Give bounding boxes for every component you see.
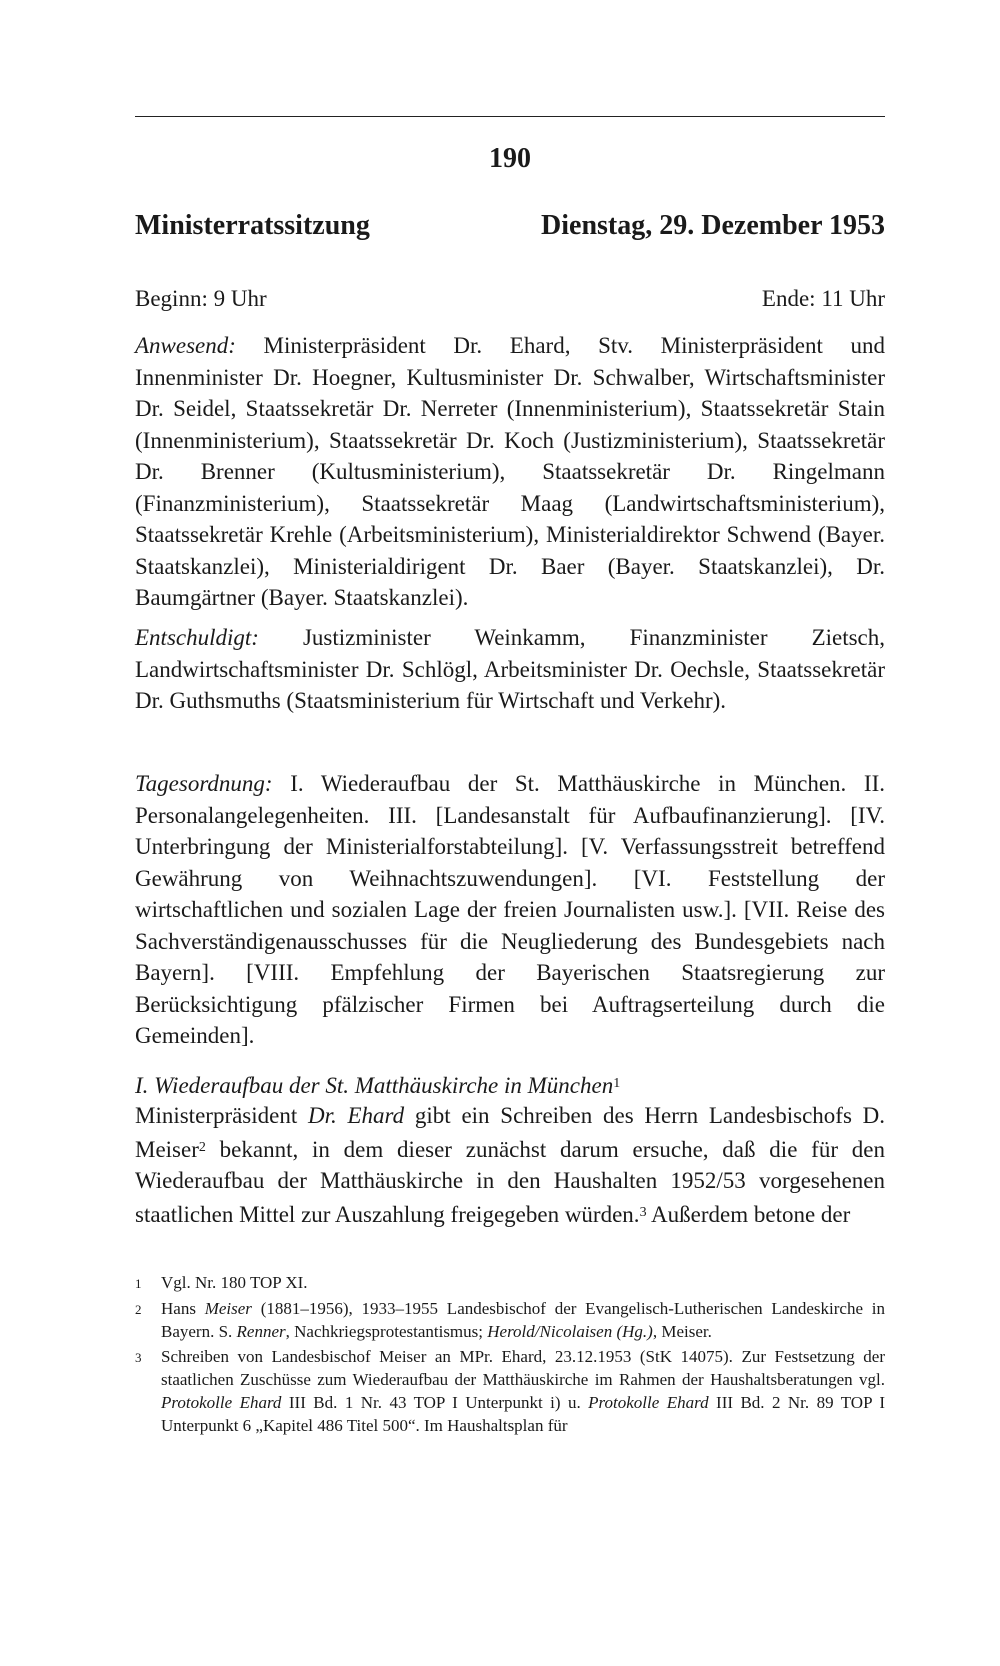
end-time: Ende: 11 Uhr	[761, 286, 885, 311]
footnote-text: Vgl. Nr. 180 TOP XI.	[161, 1273, 308, 1292]
footnote	[135, 1271, 885, 1295]
excused-text: Justizminister Weinkamm, Finanzminister Zietsch, Landwirtschaftsminister Dr. Schlögl, Arbeitsminister Dr. Oechsle, Staatssekretär Dr. Guthsmuths (Staatsministerium für Wirtschaft und Verkehr).	[135, 625, 886, 713]
attendance-excused	[135, 622, 885, 717]
footnote-text-part: Hans	[161, 1299, 205, 1318]
footnote-text-italic: Protokolle Ehard	[161, 1393, 282, 1412]
page-number: 190	[489, 143, 531, 174]
excused-label: Entschuldigt:	[135, 625, 259, 650]
footnote	[135, 1297, 885, 1343]
person-name: Dr. Ehard	[308, 1103, 405, 1128]
footnote-number: 1	[135, 1276, 142, 1291]
agenda-label: Tagesordnung:	[135, 771, 273, 796]
session-date: Dienstag, 29. Dezember 1953	[541, 210, 885, 241]
paragraph-text: Außerdem betone der	[646, 1201, 851, 1227]
section-title: I. Wiederaufbau der St. Matthäuskirche in München	[135, 1073, 614, 1098]
paragraph-text: Ministerpräsident	[135, 1103, 308, 1128]
footnote-ref: 3	[639, 1204, 647, 1220]
footnote-ref: 1	[613, 1076, 621, 1091]
present-text: Ministerpräsident Dr. Ehard, Stv. Ministerpräsident und Innenminister Dr. Hoegner, Kultusminister Dr. Schwalber, Wirtschaftsminister Dr. Seidel, Staatssekretär Dr. Nerreter (Innenministerium), Staatssekretär Stain (Innenministerium), Staatssekretär Dr. Koch (Justizministerium), Staatssekretär Dr. Brenner (Kultusministerium), Staatssekretär Dr. Ringelmann (Finanzministerium), Staatssekretär Maag (Landwirtschaftsministerium), Staatssekretär Krehle (Arbeitsministerium), Ministerialdirektor Schwend (Bayer. Staatskanzlei), Ministerialdirigent Dr. Baer (Bayer. Staatskanzlei), Dr. Baumgärtner (Bayer. Staatskanzlei).	[135, 333, 885, 610]
begin-time: Beginn: 9 Uhr	[135, 286, 267, 311]
session-times	[135, 286, 885, 312]
footnote-text	[161, 1345, 885, 1437]
footnote-text	[161, 1297, 885, 1343]
agenda-text: I. Wiederaufbau der St. Matthäuskirche in München. II. Personalangelegenheiten. III. [Landesanstalt für Aufbaufinanzierung]. [IV. Unterbringung der Ministerialforstabteilung]. [V. Verfassungsstreit betreffend Gewährung von Weihnachtszuwendungen]. [VI. Feststellung der wirtschaftlichen und sozialen Lage der freien Journalisten usw.]. [VII. Reise des Sachverständigenausschusses für die Neugliederung des Bundesgebiets nach Bayern]. [VIII. Empfehlung der Bayerischen Staatsregierung zur Berücksichtigung pfälzischer Firmen bei Auftragserteilung durch die Gemeinden].	[135, 771, 885, 1048]
footnote-text-italic: Herold/Nicolaisen (Hg.)	[487, 1322, 653, 1341]
footnote	[135, 1345, 885, 1437]
footnote-text-italic: Renner	[236, 1322, 286, 1341]
footnote-text-part: III Bd. 1 Nr. 43 TOP I Unterpunkt i) u.	[281, 1393, 589, 1412]
paragraph-text: bekannt, in dem dieser zunächst darum ersuche, daß die für den Wiederaufbau der Matthäuskirche in den Haushalten 1952/53 vorgesehenen staatlichen Mittel zur Auszahlung freigegeben würden.	[135, 1136, 885, 1227]
footnote-number: 3	[135, 1350, 142, 1365]
footnote-text-italic: Meiser	[204, 1299, 252, 1318]
footnote-number: 2	[135, 1302, 142, 1317]
footnote-text-part: III Bd. 2 Nr. 89 TOP I Unterpunkt 6 „Kapitel 486 Titel 500“. Im Haushaltsplan für	[161, 1393, 885, 1435]
footnote-text-part: (1881–1956), 1933–1955 Landesbischof der Evangelisch-Lutherischen Landeskirche in Bayern. S.	[161, 1299, 885, 1341]
footnotes	[135, 1271, 885, 1439]
footnote-text-part: Schreiben von Landesbischof Meiser an MPr. Ehard, 23.12.1953 (StK 14075). Zur Festsetzung der staatlichen Zuschüsse zum Wiederaufbau der Matthäuskirche im Rahmen der Haushaltsberatungen vgl.	[161, 1347, 885, 1389]
footnote-text-part: , Meiser.	[652, 1322, 712, 1341]
section-paragraph	[135, 1100, 885, 1230]
agenda	[135, 768, 885, 1052]
footnote-text-part: , Nachkriegsprotestantismus;	[285, 1322, 488, 1341]
footnote-text-italic: Protokolle Ehard	[588, 1393, 709, 1412]
present-label: Anwesend:	[135, 333, 236, 358]
section-heading	[135, 1068, 885, 1102]
header-rule	[135, 116, 885, 117]
session-headline	[135, 210, 885, 242]
paragraph-text: gibt ein Schreiben des Herrn Landesbischofs D. Meiser	[135, 1103, 885, 1162]
session-title: Ministerratssitzung	[135, 210, 370, 241]
footnote-ref: 2	[198, 1139, 206, 1155]
attendance-present	[135, 330, 885, 614]
